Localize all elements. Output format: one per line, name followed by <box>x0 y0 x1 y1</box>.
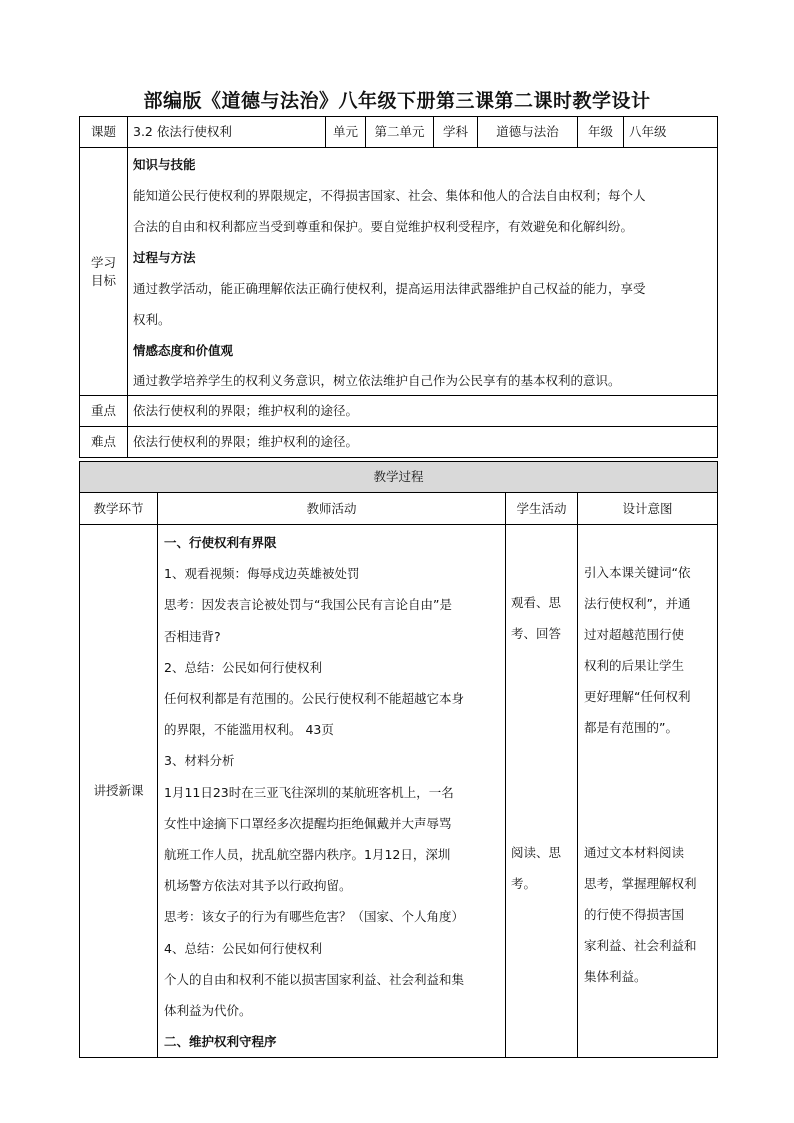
process-header-row <box>80 462 718 493</box>
teacher-lines <box>164 527 505 1057</box>
teacher-line: 女性中途摘下口罩经多次提醒均拒绝佩戴并大声辱骂 <box>164 815 452 831</box>
teacher-line: 3、材料分析 <box>164 753 235 769</box>
objectives-content <box>128 148 718 396</box>
document-title: 部编版《道德与法治》八年级下册第三课第二课时教学设计 <box>143 90 651 112</box>
key-point-row <box>80 396 718 427</box>
teacher-line: 的界限，不能滥用权利。 43页 <box>164 722 334 738</box>
subject-value: 道德与法治 <box>478 117 578 148</box>
student-activity-1: 观看、思 考、回答 <box>511 595 562 641</box>
section-heading: 一、行使权利有界限 <box>164 535 277 550</box>
intent-line: 都是有范围的”。 <box>584 720 678 735</box>
design-intent-1 <box>584 557 690 743</box>
intent-line: 集体利益。 <box>584 969 647 984</box>
teaching-process-table <box>79 461 718 1058</box>
intent-line: 过对超越范围行使 <box>584 627 685 642</box>
difficult-point-value: 依法行使权利的界限；维护权利的途径。 <box>128 427 718 458</box>
col-stage: 教学环节 <box>80 493 158 525</box>
teacher-line: 2、总结：公民如何行使权利 <box>164 659 322 675</box>
intent-line: 家利益、社会利益和 <box>584 938 697 953</box>
intent-line: 更好理解“任何权利 <box>584 689 691 704</box>
difficult-point-label: 难点 <box>80 427 128 458</box>
info-row <box>80 117 718 148</box>
lesson-info-table <box>79 116 718 458</box>
grade-value: 八年级 <box>624 117 718 148</box>
emotion-heading: 情感态度和价值观 <box>133 343 234 358</box>
process-text-1: 通过教学活动，能正确理解依法正确行使权利，提高运用法律武器维护自己权益的能力，享受 <box>133 281 646 296</box>
intent-line: 的行使不得损害国 <box>584 907 685 922</box>
teacher-line: 个人的自由和权利不能以损害国家利益、社会利益和集 <box>164 971 465 987</box>
teacher-line: 思考：该女子的行为有哪些危害？（国家、个人角度） <box>164 909 465 925</box>
student-activity <box>506 525 578 1058</box>
intent-line: 引入本课关键词“依 <box>584 565 691 580</box>
intent-line: 通过文本材料阅读 <box>584 845 685 860</box>
student-activity-2: 阅读、思 考。 <box>511 845 562 891</box>
objectives-row <box>80 148 718 396</box>
knowledge-heading: 知识与技能 <box>133 157 196 172</box>
teacher-line: 否相违背? <box>164 628 221 644</box>
teacher-line: 航班工作人员，扰乱航空器内秩序。1月12日，深圳 <box>164 847 451 863</box>
difficult-point-row <box>80 427 718 458</box>
teacher-activity <box>158 525 506 1058</box>
teacher-line: 4、总结：公民如何行使权利 <box>164 940 322 956</box>
teacher-line: 任何权利都是有范围的。公民行使权利不能超越它本身 <box>164 691 465 707</box>
design-intent-2 <box>584 837 697 992</box>
lesson-value: 3.2 依法行使权利 <box>128 117 326 148</box>
process-columns-row <box>80 493 718 525</box>
knowledge-text-1: 能知道公民行使权利的界限规定，不得损害国家、社会、集体和他人的合法自由权利；每个人 <box>133 188 646 203</box>
col-teacher: 教师活动 <box>158 493 506 525</box>
intent-line: 法行使权利”，并通 <box>584 596 691 611</box>
unit-label: 单元 <box>326 117 366 148</box>
teacher-line: 1、观看视频：侮辱戍边英雄被处罚 <box>164 566 360 582</box>
key-point-value: 依法行使权利的界限；维护权利的途径。 <box>128 396 718 427</box>
knowledge-text-2: 合法的自由和权利都应当受到尊重和保护。要自觉维护权利受程序，有效避免和化解纠纷。 <box>133 219 634 234</box>
col-student: 学生活动 <box>506 493 578 525</box>
subject-label: 学科 <box>434 117 478 148</box>
process-content-row <box>80 525 718 1058</box>
emotion-text-1: 通过教学培养学生的权利义务意识，树立依法维护自己作为公民享有的基本权利的意识。 <box>133 373 621 388</box>
col-intent: 设计意图 <box>578 493 718 525</box>
process-text-2: 权利。 <box>133 312 171 327</box>
teacher-line: 机场警方依法对其予以行政拘留。 <box>164 878 352 894</box>
key-point-label: 重点 <box>80 396 128 427</box>
teacher-line: 体利益为代价。 <box>164 1003 252 1019</box>
stage-name: 讲授新课 <box>80 525 158 1058</box>
design-intent <box>578 525 718 1058</box>
intent-line: 思考，掌握理解权利 <box>584 876 697 891</box>
teacher-line: 1月11日23时在三亚飞往深圳的某航班客机上，一名 <box>164 784 454 800</box>
grade-label: 年级 <box>578 117 624 148</box>
unit-value: 第二单元 <box>366 117 434 148</box>
process-heading: 过程与方法 <box>133 250 196 265</box>
section-heading: 二、维护权利守程序 <box>164 1034 277 1050</box>
process-header: 教学过程 <box>80 462 718 493</box>
lesson-label: 课题 <box>80 117 128 148</box>
objectives-label: 学习 目标 <box>80 148 128 396</box>
intent-line: 权利的后果让学生 <box>584 658 685 673</box>
teacher-line: 思考：因发表言论被处罚与“我国公民有言论自由”是 <box>164 597 452 613</box>
